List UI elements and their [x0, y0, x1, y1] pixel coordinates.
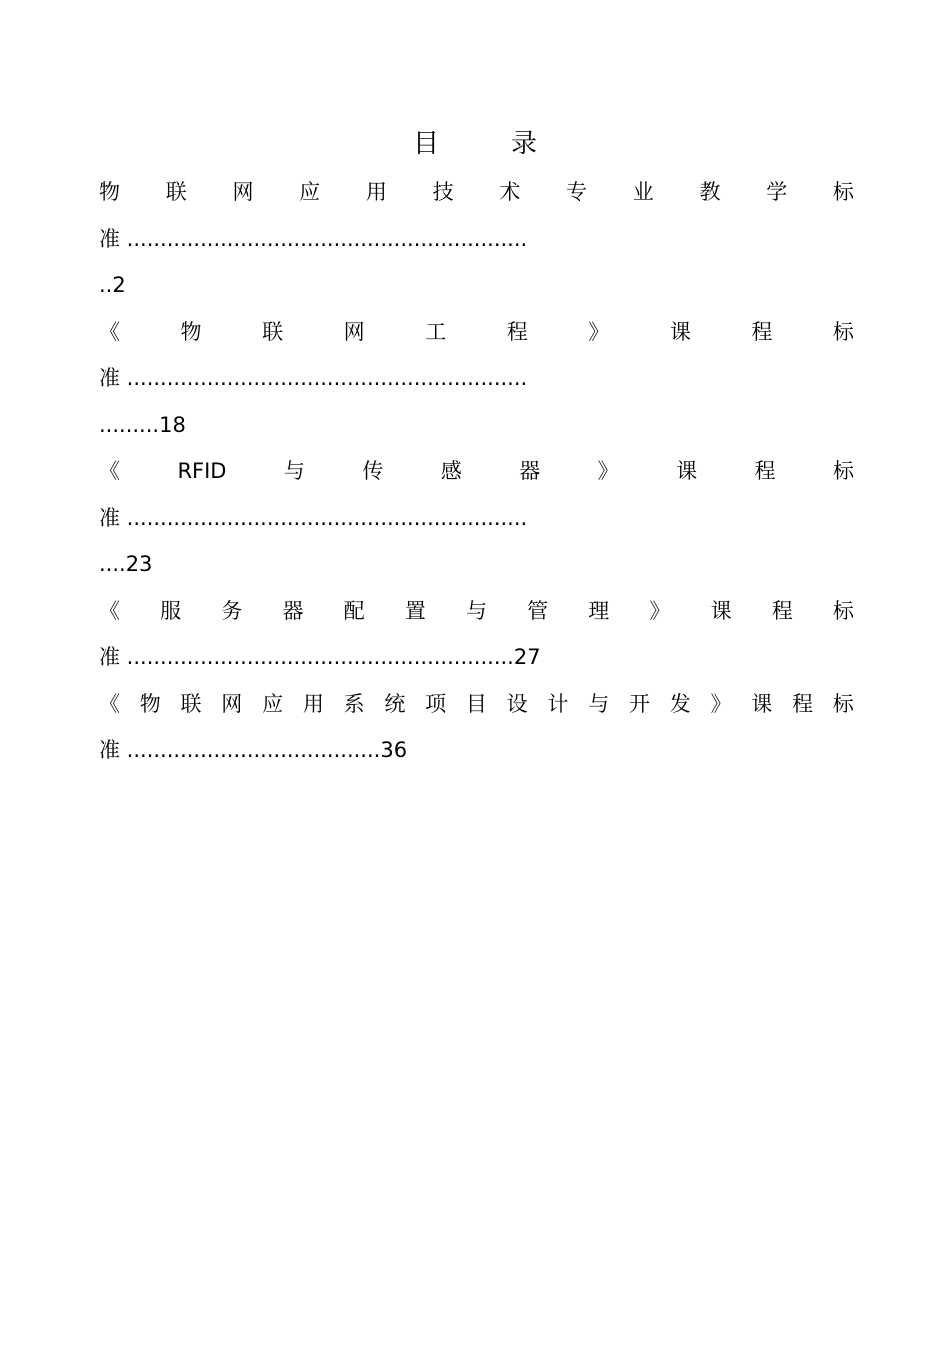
toc-char: 工 [425, 319, 447, 344]
toc-char: 标 [832, 598, 854, 623]
toc-title [0, 124, 950, 164]
toc-char: 感 [440, 459, 462, 483]
toc-entry-3-page[interactable]: ....23 [99, 552, 153, 576]
toc-char: 计 [547, 691, 569, 716]
toc-char: 器 [282, 598, 304, 623]
toc-char: 统 [384, 691, 406, 716]
toc-char: 与 [588, 691, 610, 716]
toc-list [99, 172, 854, 777]
toc-char: 教 [699, 180, 721, 204]
toc-char: 程 [754, 459, 776, 483]
toc-char: 》 [597, 459, 619, 483]
toc-char: 技 [432, 180, 454, 204]
toc-entry-3-title[interactable] [99, 451, 854, 498]
toc-char: 专 [566, 180, 588, 204]
toc-char: 物 [139, 691, 161, 716]
toc-char: 用 [365, 180, 387, 204]
toc-entry-2-title[interactable] [99, 312, 854, 359]
toc-entry-3-leader[interactable]: 准 ............................................................ [99, 505, 528, 530]
toc-char: 标 [832, 459, 854, 483]
toc-entry-4-leader[interactable]: 准 ..........................................................27 [99, 645, 541, 669]
toc-char: 程 [751, 319, 773, 344]
toc-char: 标 [832, 691, 854, 716]
toc-entry-5-leader[interactable]: 准 ......................................36 [99, 738, 408, 762]
toc-char: 开 [628, 691, 650, 716]
toc-char: 课 [676, 459, 698, 483]
toc-char: 学 [766, 180, 788, 204]
toc-char: 管 [527, 598, 549, 623]
toc-char: 配 [343, 598, 365, 623]
toc-char: 术 [499, 180, 521, 204]
toc-char: 程 [506, 319, 528, 344]
toc-char: 设 [506, 691, 528, 716]
toc-entry-1-page[interactable]: ..2 [99, 273, 126, 297]
toc-char: 《 [99, 691, 120, 716]
toc-entry-1-title[interactable] [99, 172, 854, 219]
toc-char: 目 [465, 691, 487, 716]
toc-char: 联 [165, 180, 187, 204]
toc-char: 业 [632, 180, 654, 204]
toc-char: 《 [99, 459, 120, 483]
toc-char: 物 [99, 180, 120, 204]
toc-entry-5-title[interactable] [99, 684, 854, 731]
toc-char: 课 [669, 319, 691, 344]
toc-char: 联 [262, 319, 284, 344]
toc-char: 物 [180, 319, 202, 344]
toc-char: 用 [302, 691, 324, 716]
toc-char: 置 [404, 598, 426, 623]
toc-char: 联 [180, 691, 202, 716]
toc-title-char: 目 [412, 129, 439, 159]
toc-char: 》 [649, 598, 671, 623]
toc-char: 网 [221, 691, 243, 716]
toc-char: 《 [99, 598, 120, 623]
toc-char: 网 [232, 180, 254, 204]
toc-char: 标 [832, 180, 854, 204]
toc-char: 》 [588, 319, 610, 344]
toc-entry-2-page[interactable]: .........18 [99, 412, 186, 437]
toc-entry-2-leader[interactable]: 准 ............................................................ [99, 366, 528, 390]
toc-char: 课 [751, 691, 773, 716]
toc-title-char: 录 [511, 129, 538, 159]
toc-char: 传 [362, 459, 384, 483]
toc-char: 项 [425, 691, 447, 716]
toc-entry-4-title[interactable] [99, 591, 854, 638]
toc-char: 标 [832, 319, 854, 344]
toc-char: 课 [710, 598, 732, 623]
toc-char: 网 [343, 319, 365, 344]
toc-char: 服 [160, 598, 182, 623]
toc-char: 与 [465, 598, 487, 623]
toc-char: RFID [177, 459, 227, 483]
toc-char: 程 [771, 598, 793, 623]
toc-char: 应 [262, 691, 284, 716]
toc-char: 务 [221, 598, 243, 623]
toc-char: 与 [283, 459, 305, 483]
toc-char: 理 [588, 598, 610, 623]
toc-char: 应 [299, 180, 321, 204]
toc-char: 器 [519, 459, 541, 483]
toc-char: 系 [343, 691, 365, 716]
toc-char: 《 [99, 319, 120, 344]
toc-char: 发 [669, 691, 691, 716]
toc-char: 》 [710, 691, 732, 716]
toc-entry-1-leader[interactable]: 准 ............................................................ [99, 226, 528, 251]
toc-char: 程 [792, 691, 814, 716]
